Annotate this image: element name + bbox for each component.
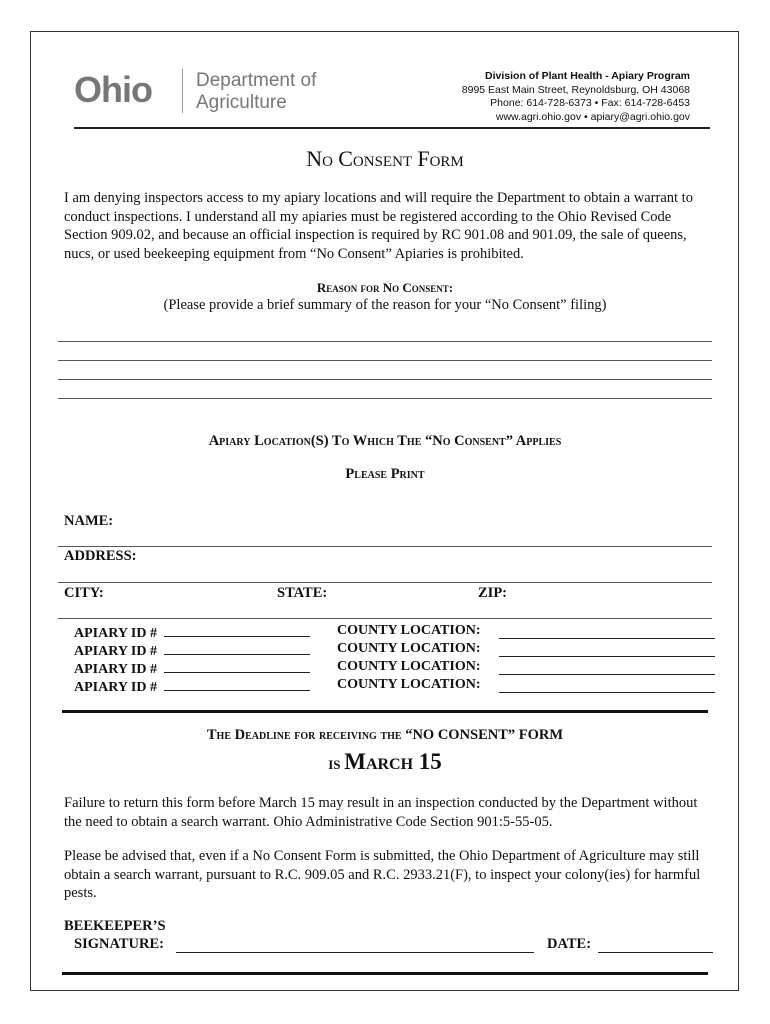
title-onsent: ONSENT	[352, 154, 413, 170]
please-print: Please Print	[345, 466, 425, 482]
bottom-divider	[62, 972, 708, 975]
apiary-row	[74, 623, 724, 641]
web-email: www.agri.ohio.gov • apiary@agri.ohio.gov	[495, 110, 690, 123]
county-field[interactable]	[499, 679, 715, 693]
ohio-logo	[74, 70, 152, 110]
title-n: N	[306, 146, 323, 171]
signature-label-2: SIGNATURE:	[74, 936, 164, 952]
city-label: CITY:	[64, 585, 104, 601]
apiary-id-field[interactable]	[164, 659, 310, 673]
ohio-wordmark: Ohio	[74, 69, 152, 110]
address-field[interactable]	[58, 582, 712, 583]
date-field[interactable]	[598, 952, 713, 953]
reason-line-4[interactable]	[58, 398, 712, 399]
intro-paragraph: I am denying inspectors access to my apiary locations and will require the Department to obtain a warrant to conduct inspections. I understand all my apiaries must be registered according to the Ohio Revised Code Section 909.02, and because an official inspection is required by RC 901.08 and 901.09, the sale of queens, nucs, or used beekeeping equipment from “No Consent” Apiaries is prohibited.	[64, 190, 693, 262]
apiary-row	[74, 659, 724, 677]
apiary-id-label: APIARY ID #	[74, 626, 157, 641]
signature-label-1: BEEKEEPER’S	[64, 918, 166, 934]
department-line-1: Department of	[196, 70, 317, 91]
phone-fax: Phone: 614-728-6373 • Fax: 614-728-6453	[490, 97, 690, 109]
apiary-id-label: APIARY ID #	[74, 644, 157, 659]
failure-paragraph: Failure to return this form before March 15 may result in an inspection conducted by the Department without the need to obtain a search warrant. Ohio Administrative Code Section 901:5-55-05.	[64, 795, 698, 830]
county-label: COUNTY LOCATION:	[337, 623, 481, 638]
county-field[interactable]	[499, 661, 715, 675]
title-c: C	[338, 146, 353, 171]
signature-field[interactable]	[176, 952, 534, 953]
name-field[interactable]	[58, 546, 712, 547]
department-line-2: Agriculture	[196, 92, 287, 113]
apiary-id-field[interactable]	[164, 641, 310, 655]
county-field[interactable]	[499, 625, 715, 639]
form-title	[0, 146, 770, 172]
name-label: NAME:	[64, 513, 114, 529]
state-label: STATE:	[277, 585, 328, 601]
advised-paragraph: Please be advised that, even if a No Consent Form is submitted, the Ohio Department of Agriculture may still obtain a search warrant, pursuant to R.C. 909.05 and R.C. 2933.21(F), to inspect your colony(ies) for harmful pests.	[64, 848, 701, 901]
title-orm: ORM	[429, 154, 464, 170]
apiary-id-label: APIARY ID #	[74, 662, 157, 677]
county-label: COUNTY LOCATION:	[337, 677, 481, 692]
county-label: COUNTY LOCATION:	[337, 659, 481, 674]
county-label: COUNTY LOCATION:	[337, 641, 481, 656]
section-divider	[62, 710, 708, 713]
reason-line-1[interactable]	[58, 341, 712, 342]
address-label: ADDRESS:	[64, 548, 137, 564]
reason-line-2[interactable]	[58, 360, 712, 361]
zip-label: ZIP:	[478, 585, 507, 601]
reason-line-3[interactable]	[58, 379, 712, 380]
deadline-date: March 15	[344, 749, 442, 774]
title-o: O	[322, 154, 333, 170]
apiary-row	[74, 677, 724, 695]
reason-heading: Reason for No Consent:	[316, 280, 454, 295]
date-label: DATE:	[547, 936, 592, 952]
street-address: 8995 East Main Street, Reynoldsburg, OH 43068	[461, 83, 690, 96]
deadline-line-1: The Deadline for receiving the “NO CONSENT” FORM	[206, 727, 564, 743]
header-rule	[74, 127, 710, 129]
apiary-id-field[interactable]	[164, 677, 310, 691]
county-field[interactable]	[499, 643, 715, 657]
apiary-id-field[interactable]	[164, 623, 310, 637]
locations-heading: Apiary Location(S) To Which The “No Consent” Applies	[208, 433, 562, 449]
reason-instruction: (Please provide a brief summary of the reason for your “No Consent” filing)	[163, 297, 607, 313]
logo-divider	[182, 69, 183, 113]
deadline-line-2	[0, 749, 770, 775]
title-f: F	[417, 146, 430, 171]
division-name: Division of Plant Health - Apiary Program	[485, 70, 690, 82]
department-name	[196, 70, 316, 114]
apiary-id-label: APIARY ID #	[74, 680, 157, 695]
city-state-zip-field[interactable]	[58, 618, 712, 619]
deadline-is: IS	[328, 757, 341, 772]
contact-block	[462, 70, 690, 124]
apiary-row	[74, 641, 724, 659]
